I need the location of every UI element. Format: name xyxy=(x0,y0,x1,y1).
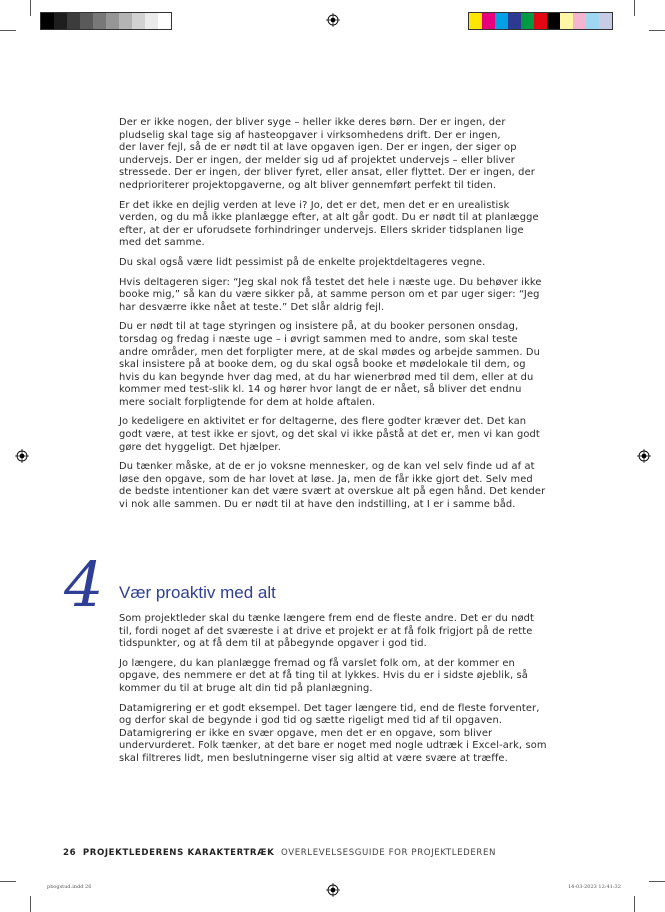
registration-mark-icon xyxy=(637,449,651,463)
text-line: stressede. Der er ingen, der bliver fyret, eller ansat, eller flyttet. Der er ingen, der xyxy=(119,167,535,179)
text-line: har desværre ikke nået at teste.” Det slår aldrig fejl. xyxy=(119,301,385,313)
text-line: Du er nødt til at tage styringen og insistere på, at du booker personen onsdag, xyxy=(119,321,519,333)
paragraph xyxy=(119,117,549,193)
text-line: Er det ikke en dejlig verden at leve i? Jo, det er det, men det er en urealistisk xyxy=(119,199,510,211)
registration-mark-icon xyxy=(326,13,340,27)
text-line: med det samme. xyxy=(119,237,205,249)
page-footer xyxy=(63,848,496,858)
section-number: 4 xyxy=(64,548,104,621)
gray-swatch xyxy=(158,13,171,29)
text-line: godt være, at test ikke er sjovt, og det skal vi ikke påstå at det er, men vi kan godt xyxy=(119,429,540,441)
body-text xyxy=(119,117,549,519)
color-swatch xyxy=(469,13,482,29)
crop-mark xyxy=(30,896,31,912)
page-number: 26 xyxy=(63,848,77,858)
text-line: tidspunkter, og at få dem til at påbegynde opgaver i god tid. xyxy=(119,638,427,650)
gray-swatch xyxy=(80,13,93,29)
crop-mark xyxy=(634,896,635,912)
color-swatch xyxy=(573,13,586,29)
color-calibration-bar xyxy=(468,12,613,30)
color-swatch xyxy=(482,13,495,29)
text-line: Du tænker måske, at de er jo voksne mennesker, og de kan vel selv finde ud af at xyxy=(119,461,535,473)
text-line: pludselig skal tage sig af hasteopgaver i virksomhedens drift. Der er ingen, xyxy=(119,129,501,141)
text-line: hvis du kan begynde hver dag med, at du har wienerbrød med til dem, eller at du xyxy=(119,371,534,383)
slug-file-name: pbogstud.indd 26 xyxy=(47,884,92,890)
gray-swatch xyxy=(106,13,119,29)
gray-swatch xyxy=(54,13,67,29)
crop-mark xyxy=(634,0,635,16)
gray-swatch xyxy=(67,13,80,29)
text-line: opgave, des nemmere er det at få ting til at lykkes. Hvis du er i sidste øjeblik, så xyxy=(119,670,528,682)
text-line: mere socialt forpligtende for dem at holde aftalen. xyxy=(119,396,376,408)
gray-swatch xyxy=(93,13,106,29)
paragraph xyxy=(119,321,549,409)
slug-timestamp: 14-03-2023 12:41:32 xyxy=(568,884,621,890)
paragraph xyxy=(119,613,549,651)
text-line: booke mig,” så kan du være sikker på, at samme person om et par uger siger: “Jeg xyxy=(119,289,540,301)
crop-mark xyxy=(0,30,16,31)
book-title: PROJEKTLEDERENS KARAKTERTRÆK xyxy=(82,848,275,858)
gray-swatch xyxy=(132,13,145,29)
text-line: skal insistere på at booke dem, og du skal også booke et mødelokale til dem, og xyxy=(119,359,526,371)
text-line: verden, og du må ikke planlægge efter, at alt går godt. Du er nødt til at planlægge xyxy=(119,212,539,224)
paragraph xyxy=(119,257,549,270)
text-line: kommer med test-slik kl. 14 og hører hvor langt de er nået, så bliver det endnu xyxy=(119,384,522,396)
book-subtitle: OVERLEVELSESGUIDE FOR PROJEKTLEDEREN xyxy=(281,848,497,858)
section-heading: Vær proaktiv med alt xyxy=(119,583,276,602)
gray-calibration-bar xyxy=(40,12,172,30)
text-line: Datamigrering er et godt eksempel. Det tager længere tid, end de fleste forventer, xyxy=(119,702,540,714)
paragraph xyxy=(119,416,549,454)
text-line: nedprioriterer projektopgaverne, og alt bliver gennemført perfekt til tiden. xyxy=(119,179,497,191)
text-line: løse den opgave, som de har lovet at løse. Ja, men de får ikke gjort det. Selv med xyxy=(119,473,533,485)
color-swatch xyxy=(508,13,521,29)
text-line: til, fordi noget af det sværeste i at drive et projekt er at få folk frigjort på de rette xyxy=(119,625,533,637)
registration-mark-icon xyxy=(326,883,340,897)
text-line: andre områder, men det forpligter mere, at de skal mødes og arbejde sammen. Du xyxy=(119,346,541,358)
text-line: Jo længere, du kan planlægge fremad og få varslet folk om, at der kommer en xyxy=(119,657,515,669)
color-swatch xyxy=(586,13,599,29)
crop-mark xyxy=(649,30,665,31)
gray-swatch xyxy=(145,13,158,29)
crop-mark xyxy=(30,0,31,16)
text-line: de bedste intentioner kan det være svært at overskue alt på egen hånd. Det kender xyxy=(119,486,546,498)
color-swatch xyxy=(599,13,612,29)
color-swatch xyxy=(521,13,534,29)
paragraph xyxy=(119,200,549,250)
section-body-text xyxy=(119,613,549,773)
registration-mark-icon xyxy=(15,449,29,463)
color-swatch xyxy=(547,13,560,29)
crop-mark xyxy=(0,881,16,882)
paragraph xyxy=(119,461,549,511)
text-line: efter, at der er uforudsete forhindringer undervejs. Ellers skrider tidsplanen lige xyxy=(119,224,524,236)
text-line: undervurderet. Folk tænker, at det bare er noget med nogle udtræk i Excel-ark, som xyxy=(119,740,547,752)
gray-swatch xyxy=(41,13,54,29)
text-line: kommer du til at bruge alt din tid på planlægning. xyxy=(119,682,373,694)
crop-mark xyxy=(649,881,665,882)
text-line: vi nok alle sammen. Du er nødt til at have den indstilling, at I er i samme båd. xyxy=(119,499,516,511)
text-line: gøre det hyggeligt. Det hjælper. xyxy=(119,441,281,453)
text-line: skal filtreres lidt, men beslutningerne viser sig altid at være svære at træffe. xyxy=(119,752,508,764)
text-line: undervejs. Der er ingen, der melder sig ud af projektet undervejs – eller bliver xyxy=(119,154,515,166)
gray-swatch xyxy=(119,13,132,29)
text-line: Datamigrering er ikke en svær opgave, men det er en opgave, som bliver xyxy=(119,727,493,739)
text-line: Du skal også være lidt pessimist på de enkelte projektdeltageres vegne. xyxy=(119,256,486,268)
color-swatch xyxy=(534,13,547,29)
text-line: der laver fejl, så de er nødt til at lave opgaven igen. Der er ingen, der siger op xyxy=(119,142,517,154)
text-line: Der er ikke nogen, der bliver syge – heller ikke deres børn. Der er ingen, der xyxy=(119,117,506,128)
paragraph xyxy=(119,703,549,766)
text-line: Jo kedeligere en aktivitet er for deltagerne, des flere godter kræver det. Det kan xyxy=(119,416,527,428)
text-line: torsdag og fredag i næste uge – i øvrigt sammen med to andre, som skal teste xyxy=(119,333,518,345)
paragraph xyxy=(119,277,549,315)
color-swatch xyxy=(560,13,573,29)
text-line: og derfor skal de begynde i god tid og sætte rigeligt med tid af til opgaven. xyxy=(119,715,503,727)
text-line: Hvis deltageren siger: “Jeg skal nok få testet det hele i næste uge. Du behøver ikke xyxy=(119,276,542,288)
color-swatch xyxy=(495,13,508,29)
text-line: Som projektleder skal du tænke længere frem end de fleste andre. Det er du nødt xyxy=(119,613,535,624)
paragraph xyxy=(119,658,549,696)
